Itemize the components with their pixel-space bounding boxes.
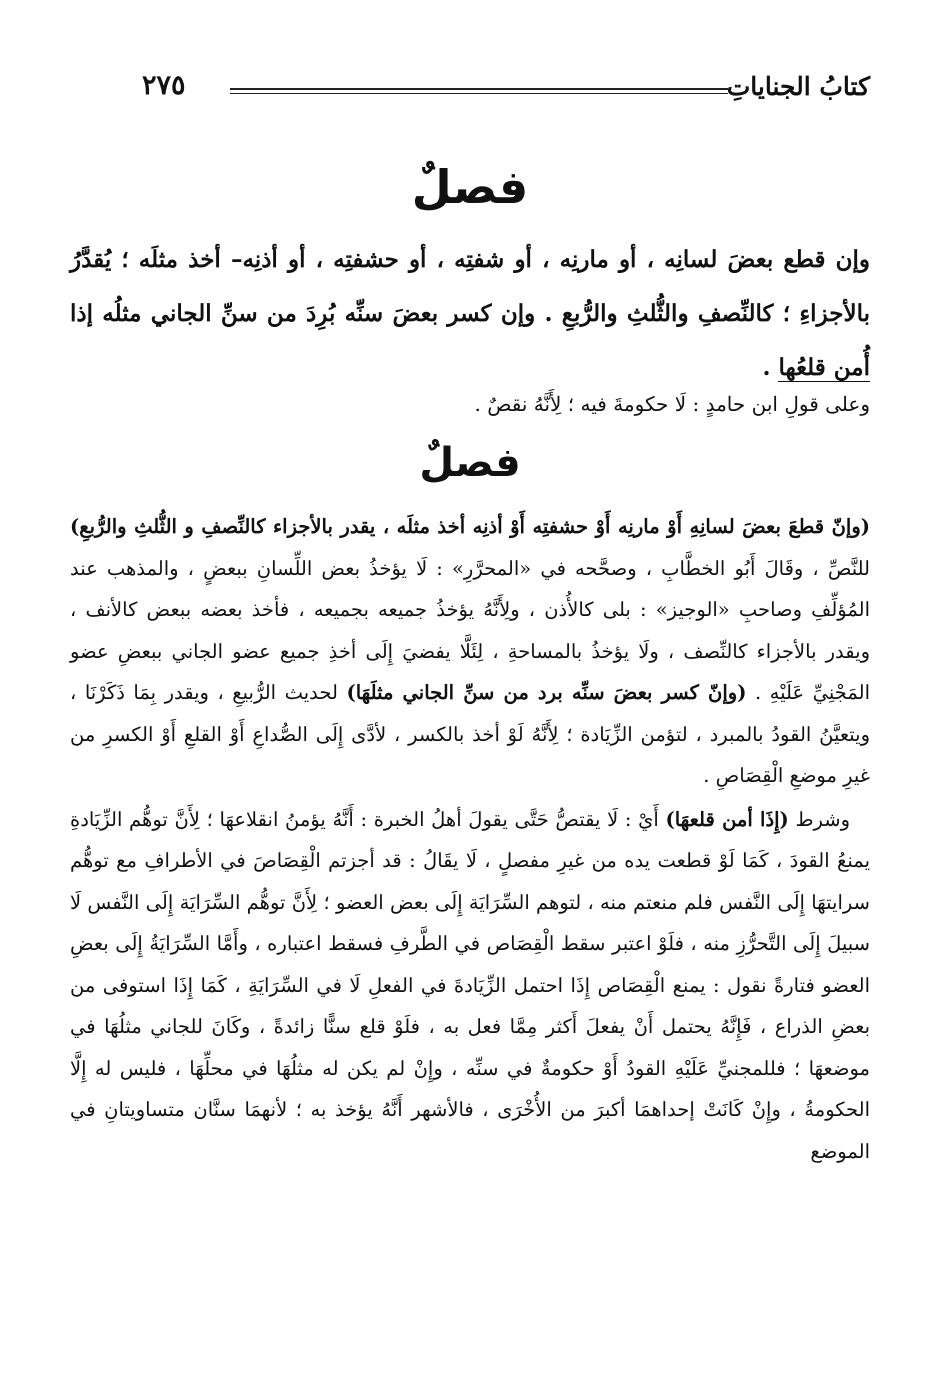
running-title: كتابُ الجناياتِ [726, 72, 870, 101]
commentary-text: أَيْ : لَا يقتصُّ حَتَّى يقولَ أهلُ الخبرة : أَنَّهُ يؤمنُ انقلاعهَا ؛ لِأَنَّ توهُّم الزِّيَادةِ يمنعُ القودَ ، كَمَا لَوْ قطعت يده من غيرِ مفصلٍ ، لَا يقَالُ : قد أجزتم الْقِصَاصَ في الأطرافِ مع توهُّم سرايتهَا إِلَى النَّفس فلم منعتم منه ، لتوهم السِّرَايَة إِلَى بعض العضو ؛ لِأَنَّ توهُّم السِّرَايَة إِلَى النَّفس لَا سبيلَ إِلَى التَّحرُّزِ منه ، فلَوْ اعتبر سقط الْقِصَاص في الطَّرفِ فسقط اعتباره ، وأَمَّا السِّرَايَةُ إِلَى بعضِ العضو فتارةً نقول : يمنع الْقِصَاص إِذَا احتمل الزِّيَادةَ في الفعلِ لَا في السِّرَايَةِ ، كَمَا إِذَا استوفى من بعضِ الذراع ، فَإِنَّهُ يحتمل أَنْ يفعلَ أَكثر مِمَّا فعل به ، فلَوْ قلع سنًّا زائدةً ، وكَانَ للجاني مثلُهَا في موضعهَا ؛ فللمجنيِّ عَلَيْهِ القودُ أَوْ حكومةٌ في سنِّه ، وإِنْ لم يكن له مثلُهَا في محلِّهَا ، فليس له إِلَّا الحكومةُ ، وإِنْ كَانَتْ إحداهمَا أكبرَ من الأُخْرَى ، فالأشهر أَنَّهُ يؤخذ به ؛ لأنهمَا سنَّان متساويتانِ في الموضع [70, 807, 870, 1163]
book-page [70, 0, 870, 1375]
matn-end: . [762, 354, 779, 381]
commentary-heading: فصلٌ [419, 440, 521, 486]
quoted-matn: (وإنّ قطعَ بعضَ لسانِهِ أَوْ مارنِه أَوْ حشفتِه أَوْ أذنِه أخذ مثلَه ، يقدر بالأجزاء كالنِّصفِ و الثُّلثِ والرُّبعِ) [70, 515, 870, 538]
commentary-text: لحديث الرُّبيعِ ، ويقدر بِمَا ذَكَرْنَا ، ويتعيَّنُ القودُ بالمبرد ، لتؤمن الزِّيَادة ؛ لِأَنَّهُ لَوْ أخذ بالكسر ، لأدَّى إِلَى الصُّداعِ أَوْ القلعِ أَوْ الكسرِ من غيرِ موضعِ الْقِصَاصِ . [70, 681, 870, 787]
commentary-text: وشرط [788, 807, 850, 831]
commentary-body [70, 506, 870, 1172]
page-header [70, 64, 870, 114]
matn-text: وإن قطع بعضَ لسانِه ، أو مارنِه ، أو شفتِه ، أو حشفتِه ، أو أذنِه– أخذ مثلَه ؛ يُقدَّرُ بالأجزاءِ ؛ كالنِّصفِ والثُّلثِ والرُّبعِ . وإن كسر بعضَ سنِّه بُرِدَ من سنِّ الجاني مثلُه إذا [70, 246, 870, 327]
commentary-paragraph [70, 799, 870, 1173]
note-line: وعلى قولِ ابن حامدٍ : لَا حكومةَ فيه ؛ لِأَنَّهُ نقصٌ . [474, 392, 870, 416]
section-heading: فصلٌ [411, 160, 529, 214]
page-number: ٢٧٥ [142, 70, 186, 101]
commentary-text: للنَّصِّ ، وقَالَ أَبُو الخطَّابِ ، وصحَّحه في «المحرَّرِ» : لَا يؤخذُ بعض اللِّسانِ ببعضٍ ، والمذهب عند المُؤلِّفِ وصاحبِ «الوجيز» : بلى كالأُذن ، ولِأَنَّهُ يؤخذُ جميعه بجميعه ، فأخذ بعضه ببعض كالأنف ، ويقدر بالأجزاء كالنِّصف ، ولَا يؤخذُ بالمساحةِ ، لِئَلَّا يفضيَ إِلَى أخذِ جميع عضو الجاني ببعضِ عضو المَجْنِيِّ عَلَيْهِ . [70, 556, 870, 704]
commentary-paragraph [70, 506, 870, 797]
quoted-matn: (وإنّ كسر بعضَ سنِّه برد من سنِّ الجاني مثلَهَا) [346, 681, 747, 704]
matn-underlined-text: أُمن قلعُها [778, 354, 870, 381]
quoted-matn: (إِذَا أمن قلعهَا) [665, 807, 789, 831]
matn-paragraph [70, 233, 870, 395]
header-rule [230, 88, 728, 90]
